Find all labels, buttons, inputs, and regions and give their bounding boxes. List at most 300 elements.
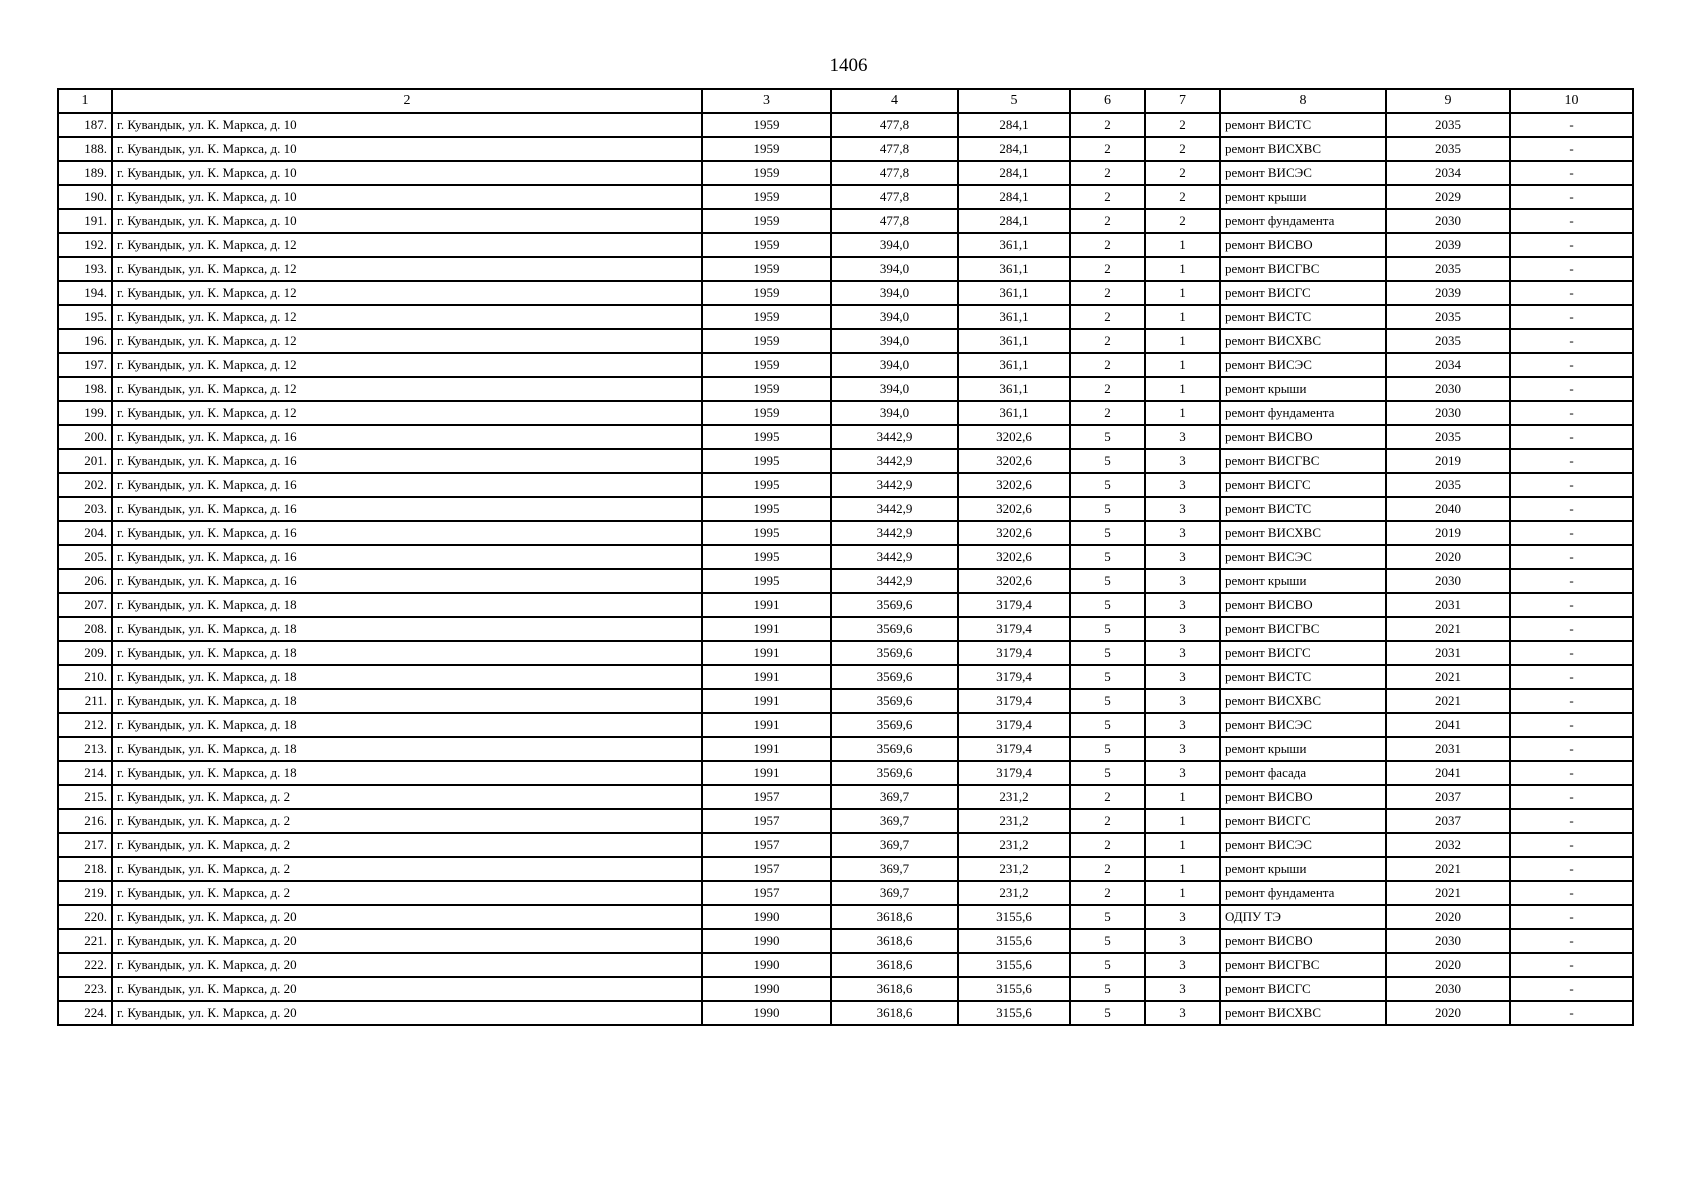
table-row bbox=[58, 785, 1633, 809]
year-built-cell: 1995 bbox=[702, 497, 831, 521]
entrances-cell: 1 bbox=[1145, 401, 1220, 425]
entrances-cell: 3 bbox=[1145, 713, 1220, 737]
note-cell: - bbox=[1510, 305, 1633, 329]
floors-cell: 2 bbox=[1070, 329, 1145, 353]
residential-area-cell: 231,2 bbox=[958, 785, 1070, 809]
total-area-cell: 3569,6 bbox=[831, 593, 958, 617]
floors-cell: 2 bbox=[1070, 881, 1145, 905]
address-cell: г. Кувандык, ул. К. Маркса, д. 16 bbox=[112, 497, 702, 521]
address-cell: г. Кувандык, ул. К. Маркса, д. 18 bbox=[112, 737, 702, 761]
note-cell: - bbox=[1510, 137, 1633, 161]
total-area-cell: 369,7 bbox=[831, 809, 958, 833]
address-cell: г. Кувандык, ул. К. Маркса, д. 12 bbox=[112, 377, 702, 401]
planned-year-cell: 2021 bbox=[1386, 665, 1510, 689]
address-cell: г. Кувандык, ул. К. Маркса, д. 20 bbox=[112, 1001, 702, 1025]
row-number-cell: 199. bbox=[58, 401, 112, 425]
planned-year-cell: 2039 bbox=[1386, 281, 1510, 305]
address-cell: г. Кувандык, ул. К. Маркса, д. 18 bbox=[112, 713, 702, 737]
floors-cell: 2 bbox=[1070, 161, 1145, 185]
note-cell: - bbox=[1510, 617, 1633, 641]
planned-year-cell: 2030 bbox=[1386, 929, 1510, 953]
table-row bbox=[58, 497, 1633, 521]
floors-cell: 2 bbox=[1070, 185, 1145, 209]
row-number-cell: 205. bbox=[58, 545, 112, 569]
year-built-cell: 1995 bbox=[702, 545, 831, 569]
table-row bbox=[58, 665, 1633, 689]
note-cell: - bbox=[1510, 905, 1633, 929]
residential-area-cell: 3202,6 bbox=[958, 569, 1070, 593]
year-built-cell: 1990 bbox=[702, 977, 831, 1001]
table-row bbox=[58, 209, 1633, 233]
note-cell: - bbox=[1510, 929, 1633, 953]
row-number-cell: 224. bbox=[58, 1001, 112, 1025]
note-cell: - bbox=[1510, 713, 1633, 737]
work-type-cell: ремонт ВИСГВС bbox=[1220, 449, 1386, 473]
total-area-cell: 394,0 bbox=[831, 353, 958, 377]
entrances-cell: 3 bbox=[1145, 953, 1220, 977]
total-area-cell: 3618,6 bbox=[831, 905, 958, 929]
residential-area-cell: 3155,6 bbox=[958, 929, 1070, 953]
total-area-cell: 3569,6 bbox=[831, 617, 958, 641]
year-built-cell: 1991 bbox=[702, 665, 831, 689]
address-cell: г. Кувандык, ул. К. Маркса, д. 10 bbox=[112, 185, 702, 209]
table-row bbox=[58, 1001, 1633, 1025]
residential-area-cell: 3179,4 bbox=[958, 641, 1070, 665]
note-cell: - bbox=[1510, 161, 1633, 185]
table-row bbox=[58, 953, 1633, 977]
floors-cell: 2 bbox=[1070, 857, 1145, 881]
address-cell: г. Кувандык, ул. К. Маркса, д. 16 bbox=[112, 425, 702, 449]
address-cell: г. Кувандык, ул. К. Маркса, д. 2 bbox=[112, 881, 702, 905]
planned-year-cell: 2035 bbox=[1386, 257, 1510, 281]
planned-year-cell: 2032 bbox=[1386, 833, 1510, 857]
address-cell: г. Кувандык, ул. К. Маркса, д. 20 bbox=[112, 977, 702, 1001]
address-cell: г. Кувандык, ул. К. Маркса, д. 2 bbox=[112, 809, 702, 833]
entrances-cell: 3 bbox=[1145, 665, 1220, 689]
row-number-cell: 201. bbox=[58, 449, 112, 473]
entrances-cell: 1 bbox=[1145, 785, 1220, 809]
table-row bbox=[58, 881, 1633, 905]
entrances-cell: 3 bbox=[1145, 545, 1220, 569]
table-row bbox=[58, 113, 1633, 137]
table-row bbox=[58, 905, 1633, 929]
note-cell: - bbox=[1510, 689, 1633, 713]
floors-cell: 5 bbox=[1070, 425, 1145, 449]
note-cell: - bbox=[1510, 281, 1633, 305]
total-area-cell: 369,7 bbox=[831, 785, 958, 809]
total-area-cell: 477,8 bbox=[831, 209, 958, 233]
work-type-cell: ремонт крыши bbox=[1220, 377, 1386, 401]
row-number-cell: 207. bbox=[58, 593, 112, 617]
residential-area-cell: 3179,4 bbox=[958, 617, 1070, 641]
total-area-cell: 477,8 bbox=[831, 161, 958, 185]
note-cell: - bbox=[1510, 449, 1633, 473]
planned-year-cell: 2035 bbox=[1386, 425, 1510, 449]
floors-cell: 2 bbox=[1070, 401, 1145, 425]
work-type-cell: ремонт ВИСХВС bbox=[1220, 137, 1386, 161]
total-area-cell: 3569,6 bbox=[831, 737, 958, 761]
year-built-cell: 1991 bbox=[702, 713, 831, 737]
note-cell: - bbox=[1510, 785, 1633, 809]
note-cell: - bbox=[1510, 353, 1633, 377]
planned-year-cell: 2020 bbox=[1386, 1001, 1510, 1025]
floors-cell: 2 bbox=[1070, 209, 1145, 233]
note-cell: - bbox=[1510, 329, 1633, 353]
row-number-cell: 202. bbox=[58, 473, 112, 497]
year-built-cell: 1957 bbox=[702, 809, 831, 833]
note-cell: - bbox=[1510, 209, 1633, 233]
work-type-cell: ремонт ВИСВО bbox=[1220, 929, 1386, 953]
work-type-cell: ремонт ВИСГС bbox=[1220, 809, 1386, 833]
table-row bbox=[58, 977, 1633, 1001]
year-built-cell: 1991 bbox=[702, 641, 831, 665]
year-built-cell: 1991 bbox=[702, 737, 831, 761]
entrances-cell: 2 bbox=[1145, 209, 1220, 233]
row-number-cell: 188. bbox=[58, 137, 112, 161]
planned-year-cell: 2019 bbox=[1386, 449, 1510, 473]
note-cell: - bbox=[1510, 953, 1633, 977]
row-number-cell: 196. bbox=[58, 329, 112, 353]
floors-cell: 2 bbox=[1070, 785, 1145, 809]
total-area-cell: 3442,9 bbox=[831, 497, 958, 521]
total-area-cell: 3618,6 bbox=[831, 1001, 958, 1025]
work-type-cell: ремонт фундамента bbox=[1220, 209, 1386, 233]
year-built-cell: 1957 bbox=[702, 833, 831, 857]
table-row bbox=[58, 161, 1633, 185]
table-row bbox=[58, 353, 1633, 377]
entrances-cell: 1 bbox=[1145, 233, 1220, 257]
total-area-cell: 3442,9 bbox=[831, 425, 958, 449]
column-header: 5 bbox=[958, 89, 1070, 113]
note-cell: - bbox=[1510, 473, 1633, 497]
floors-cell: 2 bbox=[1070, 281, 1145, 305]
planned-year-cell: 2035 bbox=[1386, 305, 1510, 329]
work-type-cell: ремонт ВИСЭС bbox=[1220, 161, 1386, 185]
entrances-cell: 2 bbox=[1145, 113, 1220, 137]
residential-area-cell: 231,2 bbox=[958, 833, 1070, 857]
residential-area-cell: 284,1 bbox=[958, 209, 1070, 233]
entrances-cell: 3 bbox=[1145, 905, 1220, 929]
table-row bbox=[58, 809, 1633, 833]
planned-year-cell: 2020 bbox=[1386, 545, 1510, 569]
floors-cell: 5 bbox=[1070, 569, 1145, 593]
work-type-cell: ремонт ВИСГВС bbox=[1220, 953, 1386, 977]
address-cell: г. Кувандык, ул. К. Маркса, д. 10 bbox=[112, 137, 702, 161]
entrances-cell: 1 bbox=[1145, 809, 1220, 833]
note-cell: - bbox=[1510, 401, 1633, 425]
row-number-cell: 197. bbox=[58, 353, 112, 377]
address-cell: г. Кувандык, ул. К. Маркса, д. 18 bbox=[112, 665, 702, 689]
work-type-cell: ремонт ВИСХВС bbox=[1220, 521, 1386, 545]
note-cell: - bbox=[1510, 593, 1633, 617]
planned-year-cell: 2041 bbox=[1386, 713, 1510, 737]
floors-cell: 5 bbox=[1070, 497, 1145, 521]
planned-year-cell: 2021 bbox=[1386, 857, 1510, 881]
year-built-cell: 1991 bbox=[702, 689, 831, 713]
row-number-cell: 211. bbox=[58, 689, 112, 713]
table-row bbox=[58, 257, 1633, 281]
year-built-cell: 1959 bbox=[702, 209, 831, 233]
note-cell: - bbox=[1510, 377, 1633, 401]
address-cell: г. Кувандык, ул. К. Маркса, д. 16 bbox=[112, 449, 702, 473]
table-row bbox=[58, 377, 1633, 401]
work-type-cell: ремонт ВИСТС bbox=[1220, 665, 1386, 689]
column-header: 4 bbox=[831, 89, 958, 113]
total-area-cell: 3569,6 bbox=[831, 689, 958, 713]
residential-area-cell: 3179,4 bbox=[958, 713, 1070, 737]
entrances-cell: 3 bbox=[1145, 1001, 1220, 1025]
row-number-cell: 221. bbox=[58, 929, 112, 953]
address-cell: г. Кувандык, ул. К. Маркса, д. 16 bbox=[112, 569, 702, 593]
residential-area-cell: 361,1 bbox=[958, 281, 1070, 305]
work-type-cell: ремонт фасада bbox=[1220, 761, 1386, 785]
row-number-cell: 200. bbox=[58, 425, 112, 449]
work-type-cell: ремонт ВИСВО bbox=[1220, 425, 1386, 449]
year-built-cell: 1991 bbox=[702, 593, 831, 617]
table-row bbox=[58, 713, 1633, 737]
residential-area-cell: 284,1 bbox=[958, 185, 1070, 209]
floors-cell: 2 bbox=[1070, 257, 1145, 281]
work-type-cell: ОДПУ ТЭ bbox=[1220, 905, 1386, 929]
residential-area-cell: 361,1 bbox=[958, 377, 1070, 401]
repair-schedule-table bbox=[57, 88, 1634, 1026]
total-area-cell: 3569,6 bbox=[831, 665, 958, 689]
floors-cell: 2 bbox=[1070, 833, 1145, 857]
year-built-cell: 1959 bbox=[702, 329, 831, 353]
total-area-cell: 394,0 bbox=[831, 281, 958, 305]
year-built-cell: 1990 bbox=[702, 1001, 831, 1025]
work-type-cell: ремонт крыши bbox=[1220, 569, 1386, 593]
note-cell: - bbox=[1510, 569, 1633, 593]
year-built-cell: 1959 bbox=[702, 377, 831, 401]
floors-cell: 5 bbox=[1070, 545, 1145, 569]
floors-cell: 2 bbox=[1070, 353, 1145, 377]
entrances-cell: 3 bbox=[1145, 593, 1220, 617]
row-number-cell: 193. bbox=[58, 257, 112, 281]
planned-year-cell: 2030 bbox=[1386, 377, 1510, 401]
floors-cell: 5 bbox=[1070, 953, 1145, 977]
residential-area-cell: 284,1 bbox=[958, 161, 1070, 185]
address-cell: г. Кувандык, ул. К. Маркса, д. 18 bbox=[112, 641, 702, 665]
year-built-cell: 1959 bbox=[702, 161, 831, 185]
residential-area-cell: 284,1 bbox=[958, 137, 1070, 161]
table-row bbox=[58, 329, 1633, 353]
total-area-cell: 394,0 bbox=[831, 305, 958, 329]
total-area-cell: 3569,6 bbox=[831, 761, 958, 785]
table-row bbox=[58, 569, 1633, 593]
page-number: 1406 bbox=[829, 55, 868, 76]
year-built-cell: 1995 bbox=[702, 521, 831, 545]
entrances-cell: 3 bbox=[1145, 641, 1220, 665]
total-area-cell: 3442,9 bbox=[831, 521, 958, 545]
note-cell: - bbox=[1510, 1001, 1633, 1025]
residential-area-cell: 231,2 bbox=[958, 881, 1070, 905]
entrances-cell: 3 bbox=[1145, 569, 1220, 593]
year-built-cell: 1957 bbox=[702, 785, 831, 809]
work-type-cell: ремонт ВИСГС bbox=[1220, 281, 1386, 305]
note-cell: - bbox=[1510, 857, 1633, 881]
year-built-cell: 1959 bbox=[702, 401, 831, 425]
work-type-cell: ремонт фундамента bbox=[1220, 401, 1386, 425]
column-header: 9 bbox=[1386, 89, 1510, 113]
total-area-cell: 3569,6 bbox=[831, 713, 958, 737]
year-built-cell: 1990 bbox=[702, 929, 831, 953]
work-type-cell: ремонт ВИСГВС bbox=[1220, 617, 1386, 641]
total-area-cell: 394,0 bbox=[831, 233, 958, 257]
row-number-cell: 190. bbox=[58, 185, 112, 209]
work-type-cell: ремонт крыши bbox=[1220, 185, 1386, 209]
total-area-cell: 3442,9 bbox=[831, 473, 958, 497]
note-cell: - bbox=[1510, 113, 1633, 137]
address-cell: г. Кувандык, ул. К. Маркса, д. 12 bbox=[112, 257, 702, 281]
residential-area-cell: 3155,6 bbox=[958, 1001, 1070, 1025]
note-cell: - bbox=[1510, 761, 1633, 785]
row-number-cell: 223. bbox=[58, 977, 112, 1001]
row-number-cell: 217. bbox=[58, 833, 112, 857]
work-type-cell: ремонт ВИСХВС bbox=[1220, 1001, 1386, 1025]
entrances-cell: 1 bbox=[1145, 353, 1220, 377]
planned-year-cell: 2035 bbox=[1386, 473, 1510, 497]
table-row bbox=[58, 425, 1633, 449]
work-type-cell: ремонт крыши bbox=[1220, 737, 1386, 761]
table-row bbox=[58, 401, 1633, 425]
address-cell: г. Кувандык, ул. К. Маркса, д. 20 bbox=[112, 953, 702, 977]
table-row bbox=[58, 641, 1633, 665]
work-type-cell: ремонт ВИСГС bbox=[1220, 977, 1386, 1001]
note-cell: - bbox=[1510, 833, 1633, 857]
table-row bbox=[58, 137, 1633, 161]
total-area-cell: 477,8 bbox=[831, 185, 958, 209]
address-cell: г. Кувандык, ул. К. Маркса, д. 20 bbox=[112, 905, 702, 929]
row-number-cell: 214. bbox=[58, 761, 112, 785]
planned-year-cell: 2020 bbox=[1386, 953, 1510, 977]
row-number-cell: 210. bbox=[58, 665, 112, 689]
floors-cell: 5 bbox=[1070, 929, 1145, 953]
note-cell: - bbox=[1510, 881, 1633, 905]
total-area-cell: 477,8 bbox=[831, 137, 958, 161]
work-type-cell: ремонт ВИСГС bbox=[1220, 473, 1386, 497]
planned-year-cell: 2031 bbox=[1386, 737, 1510, 761]
planned-year-cell: 2041 bbox=[1386, 761, 1510, 785]
work-type-cell: ремонт ВИСВО bbox=[1220, 233, 1386, 257]
row-number-cell: 212. bbox=[58, 713, 112, 737]
year-built-cell: 1957 bbox=[702, 857, 831, 881]
table-row bbox=[58, 593, 1633, 617]
floors-cell: 2 bbox=[1070, 377, 1145, 401]
year-built-cell: 1957 bbox=[702, 881, 831, 905]
row-number-cell: 198. bbox=[58, 377, 112, 401]
column-header: 8 bbox=[1220, 89, 1386, 113]
row-number-cell: 206. bbox=[58, 569, 112, 593]
note-cell: - bbox=[1510, 809, 1633, 833]
note-cell: - bbox=[1510, 233, 1633, 257]
residential-area-cell: 3202,6 bbox=[958, 521, 1070, 545]
table-row bbox=[58, 521, 1633, 545]
planned-year-cell: 2020 bbox=[1386, 905, 1510, 929]
floors-cell: 2 bbox=[1070, 137, 1145, 161]
work-type-cell: ремонт крыши bbox=[1220, 857, 1386, 881]
entrances-cell: 3 bbox=[1145, 977, 1220, 1001]
total-area-cell: 394,0 bbox=[831, 257, 958, 281]
year-built-cell: 1995 bbox=[702, 569, 831, 593]
year-built-cell: 1959 bbox=[702, 257, 831, 281]
table-row bbox=[58, 929, 1633, 953]
planned-year-cell: 2019 bbox=[1386, 521, 1510, 545]
address-cell: г. Кувандык, ул. К. Маркса, д. 16 bbox=[112, 545, 702, 569]
address-cell: г. Кувандык, ул. К. Маркса, д. 2 bbox=[112, 785, 702, 809]
table-row bbox=[58, 473, 1633, 497]
total-area-cell: 3442,9 bbox=[831, 545, 958, 569]
entrances-cell: 3 bbox=[1145, 449, 1220, 473]
note-cell: - bbox=[1510, 977, 1633, 1001]
table-body bbox=[58, 113, 1633, 1025]
planned-year-cell: 2021 bbox=[1386, 881, 1510, 905]
year-built-cell: 1959 bbox=[702, 281, 831, 305]
note-cell: - bbox=[1510, 545, 1633, 569]
column-header: 1 bbox=[58, 89, 112, 113]
residential-area-cell: 3155,6 bbox=[958, 977, 1070, 1001]
floors-cell: 5 bbox=[1070, 761, 1145, 785]
year-built-cell: 1990 bbox=[702, 905, 831, 929]
total-area-cell: 394,0 bbox=[831, 401, 958, 425]
entrances-cell: 1 bbox=[1145, 377, 1220, 401]
entrances-cell: 2 bbox=[1145, 137, 1220, 161]
work-type-cell: ремонт ВИСЭС bbox=[1220, 713, 1386, 737]
note-cell: - bbox=[1510, 185, 1633, 209]
work-type-cell: ремонт ВИСГВС bbox=[1220, 257, 1386, 281]
work-type-cell: ремонт ВИСЭС bbox=[1220, 545, 1386, 569]
work-type-cell: ремонт ВИСВО bbox=[1220, 593, 1386, 617]
floors-cell: 5 bbox=[1070, 449, 1145, 473]
work-type-cell: ремонт ВИСТС bbox=[1220, 305, 1386, 329]
floors-cell: 5 bbox=[1070, 617, 1145, 641]
year-built-cell: 1995 bbox=[702, 449, 831, 473]
work-type-cell: ремонт ВИСТС bbox=[1220, 497, 1386, 521]
row-number-cell: 215. bbox=[58, 785, 112, 809]
residential-area-cell: 3179,4 bbox=[958, 665, 1070, 689]
entrances-cell: 2 bbox=[1145, 185, 1220, 209]
year-built-cell: 1995 bbox=[702, 425, 831, 449]
planned-year-cell: 2030 bbox=[1386, 209, 1510, 233]
row-number-cell: 189. bbox=[58, 161, 112, 185]
row-number-cell: 219. bbox=[58, 881, 112, 905]
year-built-cell: 1959 bbox=[702, 353, 831, 377]
residential-area-cell: 361,1 bbox=[958, 305, 1070, 329]
work-type-cell: ремонт ВИСХВС bbox=[1220, 689, 1386, 713]
address-cell: г. Кувандык, ул. К. Маркса, д. 10 bbox=[112, 161, 702, 185]
year-built-cell: 1990 bbox=[702, 953, 831, 977]
note-cell: - bbox=[1510, 497, 1633, 521]
address-cell: г. Кувандык, ул. К. Маркса, д. 12 bbox=[112, 281, 702, 305]
entrances-cell: 1 bbox=[1145, 881, 1220, 905]
residential-area-cell: 3179,4 bbox=[958, 761, 1070, 785]
address-cell: г. Кувандык, ул. К. Маркса, д. 20 bbox=[112, 929, 702, 953]
column-header: 6 bbox=[1070, 89, 1145, 113]
address-cell: г. Кувандык, ул. К. Маркса, д. 10 bbox=[112, 113, 702, 137]
planned-year-cell: 2021 bbox=[1386, 617, 1510, 641]
residential-area-cell: 3202,6 bbox=[958, 425, 1070, 449]
table-row bbox=[58, 689, 1633, 713]
floors-cell: 5 bbox=[1070, 689, 1145, 713]
total-area-cell: 3618,6 bbox=[831, 953, 958, 977]
year-built-cell: 1959 bbox=[702, 113, 831, 137]
work-type-cell: ремонт ВИСТС bbox=[1220, 113, 1386, 137]
address-cell: г. Кувандык, ул. К. Маркса, д. 12 bbox=[112, 233, 702, 257]
note-cell: - bbox=[1510, 521, 1633, 545]
entrances-cell: 1 bbox=[1145, 857, 1220, 881]
column-header: 7 bbox=[1145, 89, 1220, 113]
total-area-cell: 369,7 bbox=[831, 833, 958, 857]
